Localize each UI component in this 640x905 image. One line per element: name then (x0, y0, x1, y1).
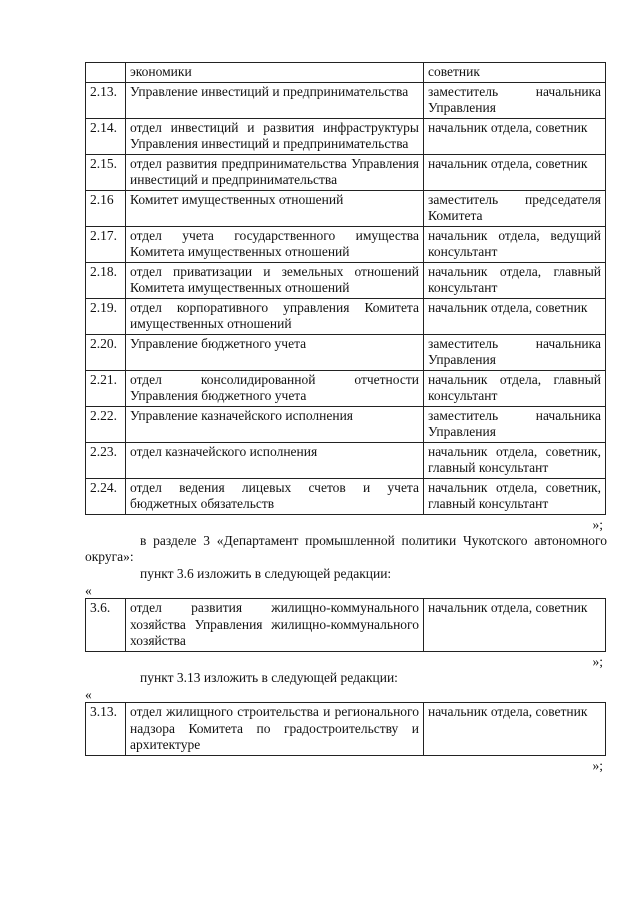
table-row (86, 370, 606, 406)
unit-name: Управление казначейского исполнения (126, 406, 424, 442)
unit-name: экономики (126, 63, 424, 83)
position-title: начальник отдела, советник, главный консультант (424, 478, 606, 514)
row-number: 2.20. (86, 334, 126, 370)
unit-name: отдел ведения лицевых счетов и учета бюджетных обязательств (126, 478, 424, 514)
position-title: начальник отдела, советник (424, 298, 606, 334)
position-title: начальник отдела, советник (424, 118, 606, 154)
row-number: 2.23. (86, 442, 126, 478)
table-row (86, 599, 606, 652)
unit-name: Комитет имущественных отношений (126, 190, 424, 226)
row-number: 2.13. (86, 82, 126, 118)
unit-name: отдел консолидированной отчетности Управления бюджетного учета (126, 370, 424, 406)
row-number: 2.16 (86, 190, 126, 226)
unit-name: отдел развития жилищно-коммунального хозяйства Управления жилищно-коммунального хозяйства (126, 599, 424, 652)
row-number: 2.14. (86, 118, 126, 154)
position-title: заместитель начальника Управления (424, 334, 606, 370)
positions-table-item-3-13 (85, 702, 606, 756)
position-title: советник (424, 63, 606, 83)
unit-name: отдел инвестиций и развития инфраструктуры Управления инвестиций и предпринимательства (126, 118, 424, 154)
unit-name: отдел развития предпринимательства Управления инвестиций и предпринимательства (126, 154, 424, 190)
table-row (86, 406, 606, 442)
table-row (86, 63, 606, 83)
table-row (86, 478, 606, 514)
unit-name: Управление инвестиций и предпринимательства (126, 82, 424, 118)
position-title: начальник отдела, главный консультант (424, 370, 606, 406)
row-number (86, 63, 126, 83)
table-row (86, 82, 606, 118)
table-row (86, 226, 606, 262)
row-number: 2.24. (86, 478, 126, 514)
opening-quote: « (85, 687, 92, 702)
unit-name: отдел казначейского исполнения (126, 442, 424, 478)
position-title: начальник отдела, советник (424, 703, 606, 756)
position-title: начальник отдела, советник (424, 154, 606, 190)
section-3-amendment-text: в разделе 3 «Департамент промышленной политики Чукотского автономного округа»: (85, 532, 607, 564)
row-number: 2.18. (86, 262, 126, 298)
opening-quote: « (85, 583, 92, 598)
table-row (86, 262, 606, 298)
closing-quote: »; (592, 653, 603, 669)
table-row (86, 298, 606, 334)
position-title: заместитель председателя Комитета (424, 190, 606, 226)
document-page (85, 62, 607, 774)
table-row (86, 118, 606, 154)
unit-name: отдел жилищного строительства и регионального надзора Комитета по градостроительству и архитектуре (126, 703, 424, 756)
position-title: начальник отдела, главный консультант (424, 262, 606, 298)
row-number: 2.21. (86, 370, 126, 406)
unit-name: Управление бюджетного учета (126, 334, 424, 370)
table-row (86, 190, 606, 226)
row-number: 2.15. (86, 154, 126, 190)
unit-name: отдел корпоративного управления Комитета имущественных отношений (126, 298, 424, 334)
table-row (86, 703, 606, 756)
row-number: 3.6. (86, 599, 126, 652)
item-3-6-instruction: пункт 3.6 изложить в следующей редакции: (140, 565, 392, 581)
position-title: заместитель начальника Управления (424, 82, 606, 118)
row-number: 2.17. (86, 226, 126, 262)
unit-name: отдел приватизации и земельных отношений Комитета имущественных отношений (126, 262, 424, 298)
table-row (86, 442, 606, 478)
position-title: начальник отдела, ведущий консультант (424, 226, 606, 262)
row-number: 3.13. (86, 703, 126, 756)
positions-table-item-3-6 (85, 598, 606, 652)
table-row (86, 154, 606, 190)
unit-name: отдел учета государственного имущества Комитета имущественных отношений (126, 226, 424, 262)
position-title: начальник отдела, советник, главный консультант (424, 442, 606, 478)
position-title: заместитель начальника Управления (424, 406, 606, 442)
positions-table-section-2 (85, 62, 606, 515)
closing-quote: »; (592, 757, 603, 773)
item-3-13-instruction: пункт 3.13 изложить в следующей редакции: (140, 669, 398, 685)
table-row (86, 334, 606, 370)
closing-quote: »; (592, 516, 603, 532)
position-title: начальник отдела, советник (424, 599, 606, 652)
row-number: 2.19. (86, 298, 126, 334)
row-number: 2.22. (86, 406, 126, 442)
